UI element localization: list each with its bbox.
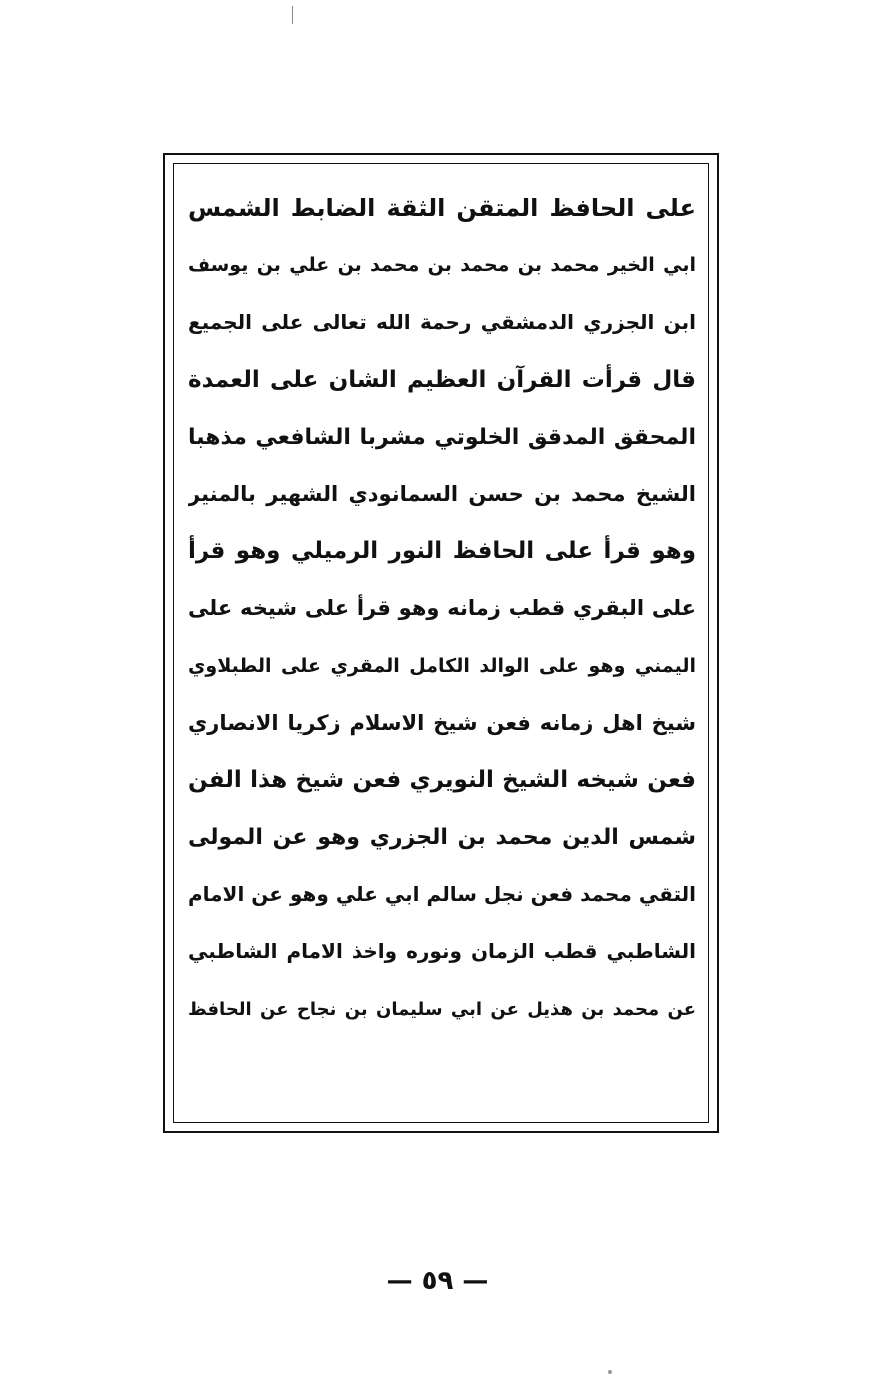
text-line: اليمني وهو على الوالد الكامل المقري على الطبلاوي: [188, 654, 696, 677]
text-line: شمس الدين محمد بن الجزري وهو عن المولى: [188, 825, 696, 851]
scan-mark: [292, 6, 293, 24]
text-frame: [163, 153, 719, 1133]
text-frame-inner-border: [173, 163, 709, 1123]
text-line: ابن الجزري الدمشقي رحمة الله تعالى على الجميع: [188, 310, 696, 335]
text-line: فعن شيخه الشيخ النويري فعن شيخ هذا الفن: [188, 766, 696, 793]
text-line: وهو قرأ على الحافظ النور الرميلي وهو قرأ: [188, 538, 696, 565]
text-line: شيخ اهل زمانه فعن شيخ الاسلام زكريا الانصاري: [188, 710, 696, 735]
text-line: على الحافظ المتقن الثقة الضابط الشمس: [188, 194, 696, 222]
text-line: قال قرأت القرآن العظيم الشان على العمدة: [188, 366, 696, 393]
text-line: عن محمد بن هذيل عن ابي سليمان بن نجاح عن الحافظ: [188, 998, 696, 1020]
text-line: ابي الخير محمد بن محمد بن محمد بن علي بن يوسف: [188, 254, 696, 277]
text-line: الشيخ محمد بن حسن السمانودي الشهير بالمنير: [188, 481, 696, 506]
scan-speck: [608, 1370, 612, 1374]
page-number: — ٥٩ —: [386, 1266, 489, 1296]
text-line: على البقري قطب زمانه وهو قرأ على شيخه على: [188, 596, 696, 621]
text-line: التقي محمد فعن نجل سالم ابي علي وهو عن الامام: [188, 882, 696, 907]
text-line: الشاطبي قطب الزمان ونوره واخذ الامام الشاطبي: [188, 939, 696, 964]
text-line: المحقق المدقق الخلوتي مشربا الشافعي مذهبا: [188, 424, 696, 450]
body-text: [188, 180, 696, 1112]
